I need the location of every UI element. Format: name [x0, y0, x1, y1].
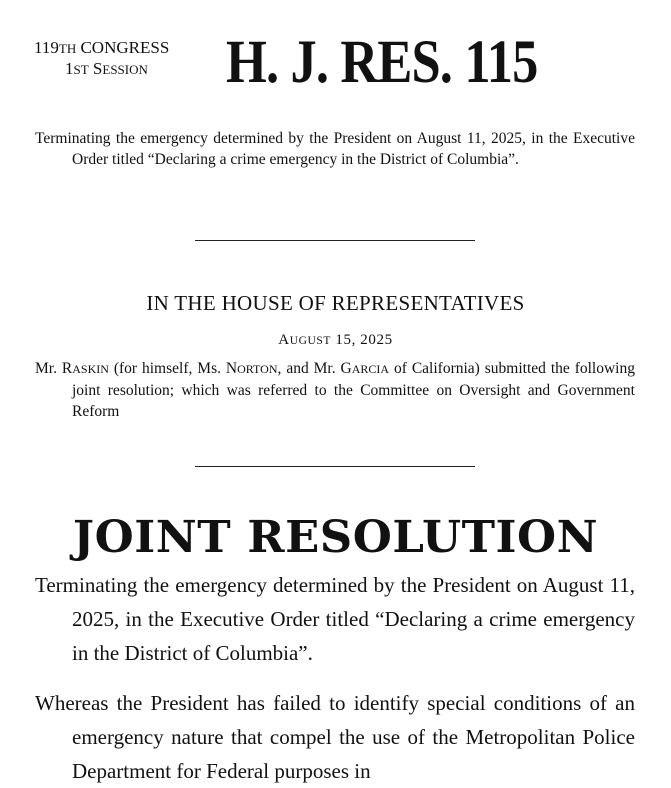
introduction-date: [0, 332, 671, 349]
date-tail: 15, 2025: [331, 332, 393, 348]
congress-session: [34, 38, 169, 80]
session-word-rest: ESSION: [102, 62, 148, 77]
divider-top: [195, 240, 475, 241]
session-word-first: S: [88, 59, 103, 78]
congress-suffix: TH: [58, 41, 77, 56]
cosponsor-name-1: ORTON: [237, 362, 278, 376]
intro-mid1: (for himself, Ms. N: [108, 360, 238, 377]
whereas-clause: [35, 686, 635, 788]
congress-number: 119: [34, 38, 59, 57]
session-suffix: ST: [73, 62, 89, 77]
joint-resolution-heading: JOINT RESOLUTION: [72, 512, 599, 563]
chamber-title: IN THE HOUSE OF REPRESENTATIVES: [146, 291, 525, 315]
whereas-text: Whereas the President has failed to identify special conditions of an emergency nature that compel the use of the Metropolitan Police Department for Federal purposes in: [35, 691, 635, 783]
congress-word: CONGRESS: [76, 38, 170, 57]
caption: [35, 128, 635, 170]
sponsor-name: ASKIN: [72, 362, 109, 376]
session-line: [34, 59, 169, 80]
intro-tail: of California) submitted the following joint resolution; which was referred to the Committee on Oversight and Government Reform: [72, 360, 635, 420]
caption-text: Terminating the emergency determined by the President on August 11, 2025, in the Executive Order titled “Declaring a crime emergency in the District of Columbia”.: [35, 130, 635, 168]
session-number: 1: [65, 59, 74, 78]
congress-line: [34, 38, 169, 59]
intro-pre: Mr. R: [35, 360, 73, 377]
divider-bottom: [195, 466, 475, 467]
introduction-statement: [35, 358, 635, 422]
resolution-title: [35, 568, 635, 670]
date-first: A: [278, 332, 290, 348]
intro-mid2: , and Mr. G: [277, 360, 352, 377]
cosponsor-name-2: ARCIA: [351, 362, 390, 376]
date-rest: UGUST: [289, 335, 332, 347]
resolution-number: H. J. RES. 115: [226, 29, 538, 96]
resolution-title-text: Terminating the emergency determined by the President on August 11, 2025, in the Executive Order titled “Declaring a crime emergency in the District of Columbia”.: [35, 573, 635, 665]
